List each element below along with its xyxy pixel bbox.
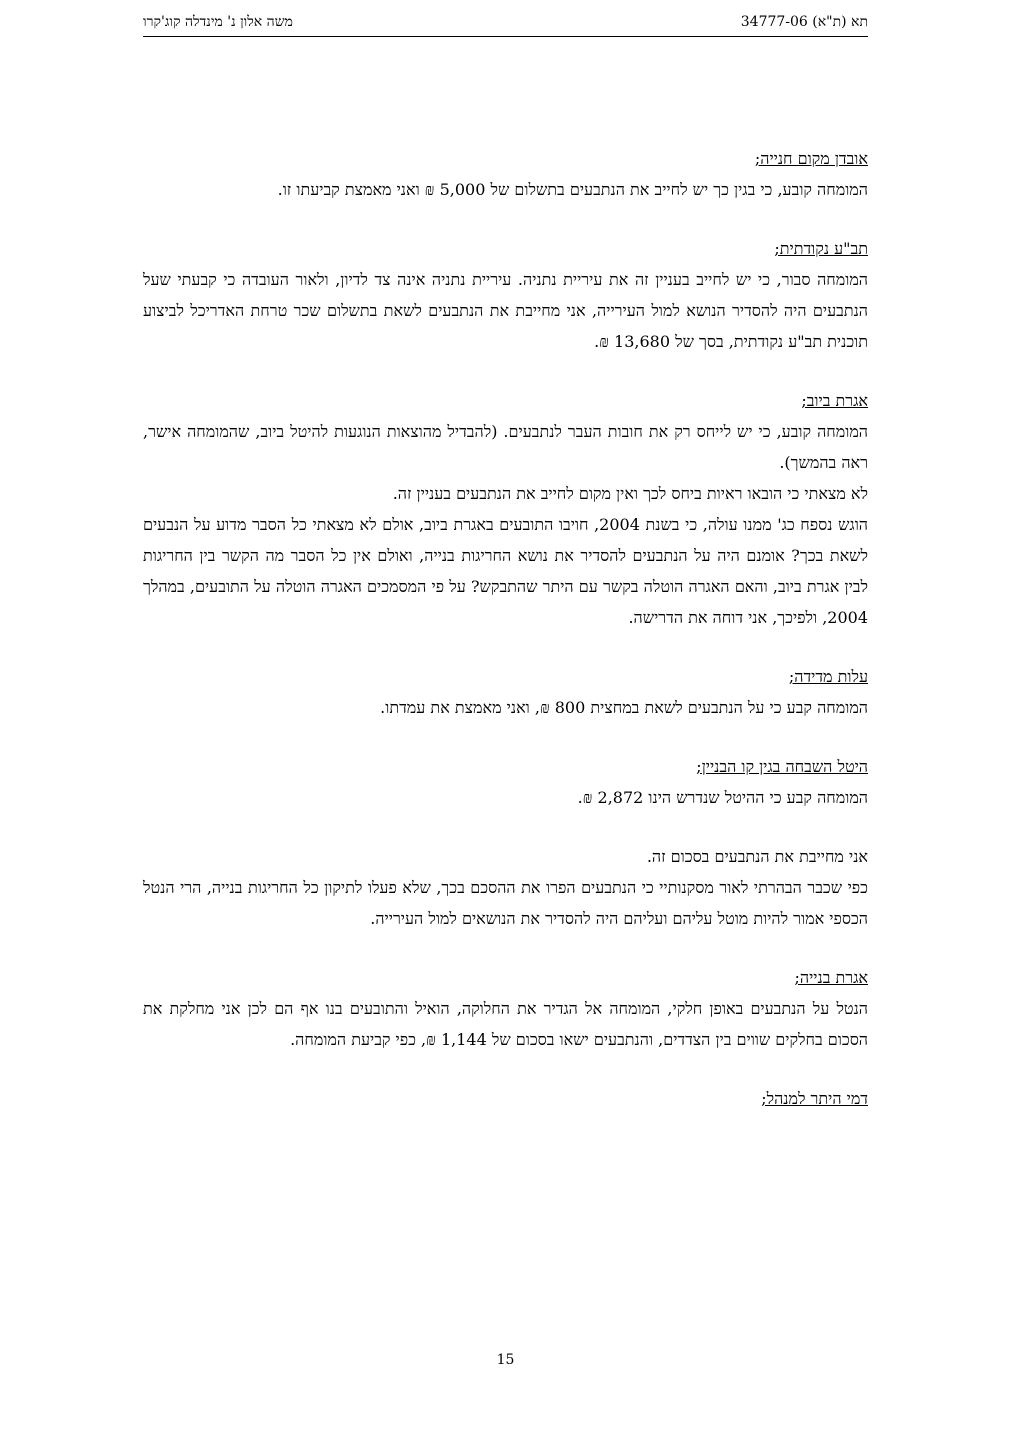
section-paragraph: המומחה קבע כי ההיטל שנדרש הינו 2,872 ₪. [577,788,868,807]
section-paragraph: המומחה קבע כי על הנתבעים לשאת במחצית 800 ₪, ואני מאמצת את עמדתו. [380,698,868,717]
section-paragraph: הוגש נספח כג' ממנו עולה, כי בשנת 2004, חויבו התובעים באגרת ביוב, אולם לא מצאתי כל הסבר מדוע על הנבעים לשאת בכך? אומנם היה על הנתבעים להסדיר את נושא החריגות בנייה, ואולם אין כל הסבר מה הקשר בין החריגות לבין אגרת ביוב, והאם האגרה הוטלה בקשר עם היתר שהתבקש? על פי המסמכים האגרה הוטלה על התובעים, במהלך 2004, ולפיכך, אני דוחה את הדרישה. [143,515,868,627]
section-heading: דמי היתר למנהל; [761,1089,868,1108]
section-heading: אובדן מקום חנייה; [754,149,868,168]
section-local-plan [143,233,868,357]
section-liability-ruling [143,841,868,934]
section-paragraph: המומחה סבור, כי יש לחייב בעניין זה את עיריית נתניה. עיריית נתניה אינה צד לדיון, ולאור העובדה כי קבעתי שעל הנתבעים היה להסדיר הנושא למול העירייה, אני מחייבת את הנתבעים לשאת בתשלום שכר טרחת האדריכל לביצוע תוכנית תב"ע נקודתית, בסך של 13,680 ₪. [143,270,869,351]
document-body [143,143,868,1114]
section-permit-fees [143,1083,868,1114]
section-sewage-fee [143,385,868,633]
page-header [143,10,868,37]
section-betterment-levy [143,751,868,813]
section-parking-loss [143,143,868,205]
section-heading: עלות מדידה; [788,667,868,686]
case-number: תא (ת"א) 34777-06 [740,14,868,30]
section-paragraph: המומחה קובע, כי בגין כך יש לחייב את הנתבעים בתשלום של 5,000 ₪ ואני מאמצת קביעתו זו. [277,180,868,199]
section-heading: היטל השבחה בגין קו הבניין; [696,757,868,776]
section-heading: אגרת ביוב; [801,391,868,410]
section-heading: תב"ע נקודתית; [774,239,868,258]
section-building-fee [143,962,868,1055]
section-paragraph: אני מחייבת את הנתבעים בסכום זה. [646,847,868,866]
section-paragraph: לא מצאתי כי הובאו ראיות ביחס לכך ואין מקום לחייב את הנתבעים בעניין זה. [392,484,868,503]
section-paragraph: כפי שכבר הבהרתי לאור מסקנותיי כי הנתבעים הפרו את ההסכם בכך, שלא פעלו לתיקון כל החריגות בנייה, הרי הנטל הכספי אמור להיות מוטל עליהם ועליהם היה להסדיר את הנושאים למול העירייה. [143,878,868,928]
page-number: 15 [496,1352,515,1368]
section-measurement-cost [143,661,868,723]
section-paragraph: המומחה קובע, כי יש לייחס רק את חובות העבר לנתבעים. (להבדיל מהוצאות הנוגעות להיטל ביוב, שהמומחה אישר, ראה בהמשך). [143,422,868,472]
section-paragraph: הנטל על הנתבעים באופן חלקי, המומחה אל הגדיר את החלוקה, הואיל והתובעים בנו אף הם לכן אני מחלקת את הסכום בחלקים שווים בין הצדדים, והנתבעים ישאו בסכום של 1,144 ₪, כפי קביעת המומחה. [143,999,869,1049]
case-parties: משה אלון נ' מינדלה קוג'קרו [143,14,293,30]
section-heading: אגרת בנייה; [794,968,868,987]
